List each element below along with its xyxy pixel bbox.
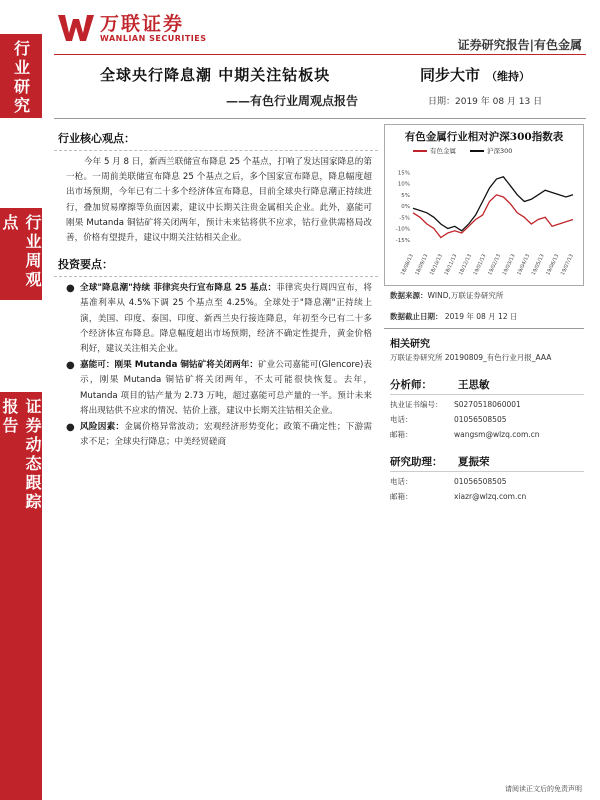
phone-value: 01056508505 — [454, 415, 507, 424]
source-text: WIND,万联证券研究所 — [427, 291, 504, 300]
logo-english-name: WANLIAN SECURITIES — [100, 33, 207, 43]
bullet-icon: ● — [66, 283, 75, 295]
report-type: 证券研究报告|有色金属 — [457, 38, 582, 52]
item-text: 矿业公司嘉能可(Glencore)表示，刚果 Mutanda 铜钴矿将关闭两年，不太可能很快恢复。去年，Mutanda 项目的钴产量为 2.73 万吨，超过嘉能可总产量的一半。预计未来将出现钴供不应求的情况、钴价上涨，建议中长期关注钴相关企业。 — [80, 360, 372, 416]
chart-title: 有色金属行业相对沪深300指数表 — [404, 131, 564, 143]
legend-swatch-red — [413, 150, 427, 152]
logo-chinese-name: 万联证券 — [100, 12, 185, 35]
cert-label: 执业证书编号： — [390, 400, 443, 409]
sidebar-label-2: 行业周观点 — [0, 214, 42, 290]
sidebar-label-3: 证券动态跟踪报告 — [0, 398, 42, 512]
cert-row — [390, 399, 584, 410]
sidebar-block-weekly-view — [0, 208, 42, 300]
x-tick-label: 18/09/13 — [414, 253, 430, 277]
x-tick-label: 19/04/13 — [516, 253, 532, 277]
data-source — [390, 290, 584, 301]
legend-swatch-black — [470, 150, 484, 152]
title-divider — [54, 118, 586, 119]
x-tick-label: 18/12/13 — [458, 253, 473, 277]
y-tick-label: 15% — [397, 170, 410, 177]
chart-legend — [413, 146, 583, 155]
x-tick-label: 19/02/13 — [487, 253, 503, 277]
item-bold: 全球"降息潮"持续 菲律宾央行宣布降息 25 基点： — [80, 283, 277, 294]
assistant-label: 研究助理： — [390, 456, 443, 468]
legend-label: 有色金属 — [430, 147, 456, 155]
chart-container — [384, 124, 584, 286]
investment-list — [54, 281, 378, 450]
header-divider — [54, 54, 586, 55]
rating-value: 同步大市 — [420, 66, 481, 84]
core-heading: 行业核心观点： — [58, 132, 135, 145]
x-tick-label: 18/11/13 — [443, 253, 459, 277]
report-date: 日期：2019 年 08 月 13 日 — [428, 97, 543, 107]
sidebar-block-dynamic-tracking — [0, 392, 42, 530]
x-tick-label: 18/08/13 — [399, 253, 415, 277]
source-label: 数据来源： — [390, 291, 428, 300]
assistant-header — [390, 454, 584, 469]
report-title: 全球央行降息潮 中期关注钴板块 — [100, 66, 331, 84]
assistant-phone-value: 01056508505 — [454, 477, 507, 486]
core-divider — [54, 150, 378, 151]
legend-item — [470, 146, 512, 155]
y-tick-label: 10% — [397, 181, 410, 188]
related-item: 万联证券研究所 20190809_有色行业月报_AAA — [390, 353, 552, 362]
y-tick-label: -10% — [395, 226, 410, 233]
phone-label: 电话： — [390, 415, 413, 424]
email-label: 邮箱： — [390, 430, 413, 439]
y-tick-label: -5% — [399, 215, 410, 222]
item-text: 金属价格异常波动；宏观经济形势变化；政策不确定性；下游需求不足；全球央行降息；中美经贸磋商 — [80, 422, 372, 448]
investment-divider — [54, 276, 378, 277]
assistant-email-row — [390, 491, 584, 502]
core-paragraph: 今年 5 月 8 日，新西兰联储宣布降息 25 个基点，打响了发达国家降息的第一枪。一周前美联储宣布降息 25 个基点之后，多个国家宣布降息，降息幅度超出市场预期，今年已有二十多个经济体宣布降息，目前全球央行降息潮正持续进行，叠加贸易摩擦等负面因素，建议中长期关注贵金属相关企业。此外，嘉能可刚果 Mutanda 铜钴矿将关闭两年，预计未来钴将供不应求，钴行业供需格局改善，价格有望提升，建议中期关注钴相关企业。 — [66, 157, 372, 244]
left-sidebar — [0, 0, 42, 800]
series-line-nonferrous — [413, 195, 573, 238]
legend-label: 沪深300 — [487, 147, 513, 155]
assistant-email-value: xiazr@wlzq.com.cn — [454, 492, 527, 501]
analyst-name: 王思敏 — [458, 379, 490, 391]
email-row — [390, 429, 584, 440]
legend-item — [413, 146, 456, 155]
list-item — [66, 281, 372, 357]
item-bold: 风险因素： — [80, 422, 125, 433]
related-title: 相关研究 — [390, 339, 430, 350]
assistant-phone-label: 电话： — [390, 477, 413, 486]
x-tick-label: 19/06/13 — [545, 253, 561, 277]
assistant-name: 夏振荣 — [458, 456, 490, 468]
sidebar-bottom-bar — [0, 530, 42, 800]
report-subtitle: ——有色行业周观点报告 — [226, 94, 359, 108]
email-value: wangsm@wlzq.com.cn — [454, 430, 540, 439]
cutoff-label: 数据截止日期： — [390, 312, 443, 321]
investment-heading: 投资要点： — [58, 258, 113, 272]
right-divider — [384, 328, 584, 329]
x-tick-label: 19/05/13 — [530, 253, 546, 277]
sidebar-label-1: 行业研究 — [11, 40, 31, 116]
footer-disclaimer: 请阅读正文后的免责声明 — [505, 785, 582, 793]
assistant-email-label: 邮箱： — [390, 492, 413, 501]
wanlian-logo-icon — [58, 13, 94, 43]
item-bold: 嘉能可：刚果 Mutanda 铜钴矿将关闭两年： — [80, 360, 258, 371]
assistant-phone-row — [390, 476, 584, 487]
rating — [420, 64, 530, 85]
bullet-icon: ● — [66, 422, 75, 434]
cutoff-text: 2019 年 08 月 12 日 — [444, 312, 518, 321]
right-column — [384, 124, 584, 502]
phone-row — [390, 414, 584, 425]
x-tick-label: 18/10/13 — [428, 253, 444, 277]
row-divider — [390, 471, 584, 472]
y-tick-label: 5% — [401, 192, 410, 199]
data-cutoff — [390, 311, 584, 322]
line-chart — [385, 155, 583, 285]
y-tick-label: -15% — [395, 237, 410, 244]
x-tick-label: 19/03/13 — [501, 253, 517, 277]
x-tick-label: 19/07/13 — [559, 253, 575, 277]
company-logo — [58, 8, 207, 48]
y-tick-label: 0% — [401, 204, 410, 210]
cert-value: S0270518060001 — [454, 400, 521, 409]
sidebar-block-industry-research — [0, 34, 42, 118]
list-item — [66, 358, 372, 419]
analyst-label: 分析师： — [390, 379, 432, 391]
item-text: 菲律宾央行周四宣布，将基准利率从 4.5%下调 25 个基点至 4.25%。全球处于"降息潮"正持续上演，美国、印度、泰国、印度、新西兰央行接连降息，年初至今已有二十多个经济体宣布降息。降息幅度超出市场预期，经济不确定性提升，黄金价格利好，建议关注相关企业。 — [80, 283, 372, 355]
row-divider — [390, 394, 584, 395]
rating-note: （维持） — [486, 70, 531, 83]
x-tick-label: 19/01/13 — [472, 253, 488, 277]
bullet-icon: ● — [66, 360, 75, 372]
main-content — [54, 124, 378, 451]
list-item — [66, 420, 372, 450]
analyst-header — [390, 377, 584, 392]
